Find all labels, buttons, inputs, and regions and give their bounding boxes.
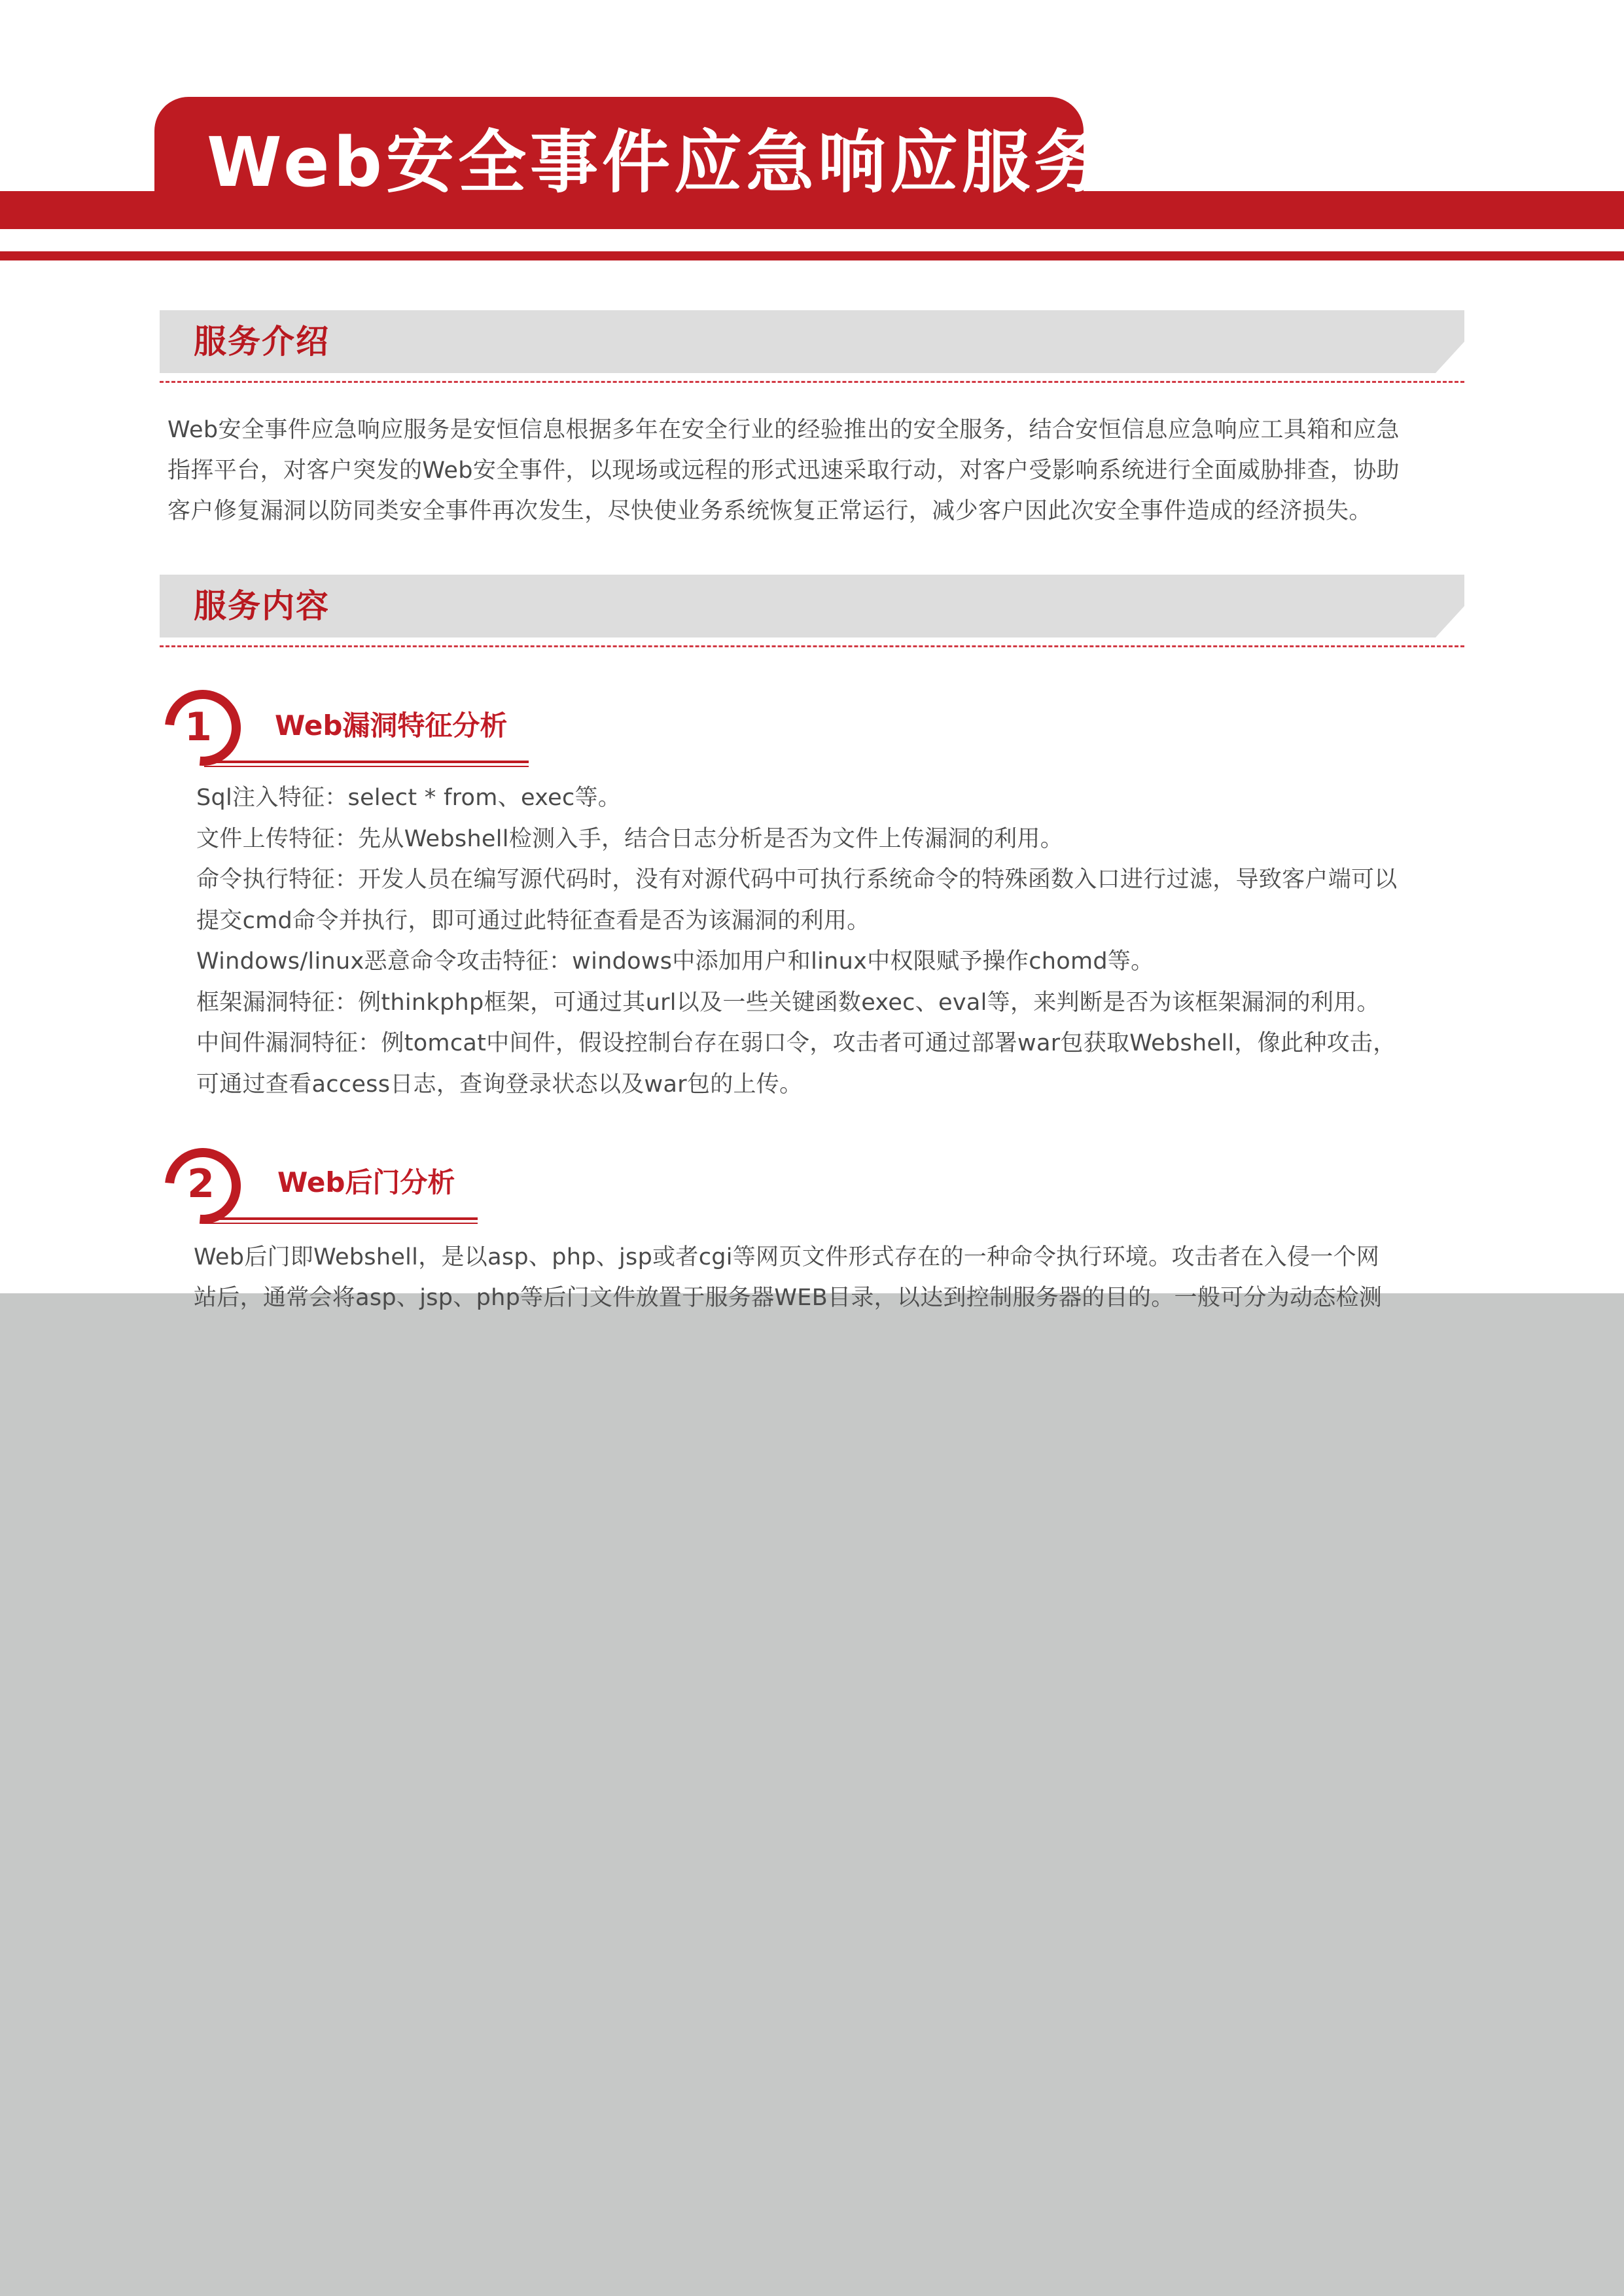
item-title-underline [204,766,529,767]
section-divider [160,381,1464,383]
paragraph-line: Web后门即Webshell，是以asp、php、jsp或者cgi等网页文件形式存在的一种命令执行环境。攻击者在入侵一个网 [194,1244,1380,1270]
section-divider [160,645,1464,647]
section-corner-cut [1436,606,1464,637]
list-item: 提交cmd命令并执行，即可通过此特征查看是否为该漏洞的利用。 [196,907,870,934]
list-item: Windows/linux恶意命令攻击特征：windows中添加用户和linux中权限赋予操作chomd等。 [196,948,1154,975]
webshell-paragraph [194,1237,1470,1318]
paragraph-line: 站后，通常会将asp、jsp、php等后门文件放置于服务器WEB目录，以达到控制服务器的目的。一般可分为动态检测 [194,1285,1383,1311]
list-item: 中间件漏洞特征：例tomcat中间件，假设控制台存在弱口令，攻击者可通过部署war包获取Webshell，像此种攻击， [196,1030,1396,1056]
list-item: 文件上传特征：先从Webshell检测入手，结合日志分析是否为文件上传漏洞的利用。 [196,825,1064,852]
section-corner-cut [1436,342,1464,373]
list-item: 可通过查看access日志，查询登录状态以及war包的上传。 [196,1071,803,1098]
intro-line: 客户修复漏洞以防同类安全事件再次发生，尽快使业务系统恢复正常运行，减少客户因此次安全事件造成的经济损失。 [168,498,1372,524]
page-title: Web安全事件应急响应服务 [207,122,1106,202]
section-header-intro [160,310,1464,373]
list-item: 框架漏洞特征：例thinkphp框架，可通过其url以及一些关键函数exec、eval等，来判断是否为该框架漏洞的利用。 [196,989,1380,1016]
section-title-content: 服务内容 [194,587,330,625]
item-title-underline [204,1223,478,1224]
section-title-intro: 服务介绍 [194,323,330,361]
item-number: 2 [187,1161,215,1207]
item-title-underline [204,1217,478,1220]
list-item: Sql注入特征：select * from、exec等。 [196,785,622,811]
list-item: 命令执行特征：开发人员在编写源代码时，没有对源代码中可执行系统命令的特殊函数入口进行过滤，导致客户端可以 [196,867,1398,893]
vulnerability-feature-list [196,778,1469,1105]
intro-line: Web安全事件应急响应服务是安恒信息根据多年在安全行业的经验推出的安全服务，结合安恒信息应急响应工具箱和应急 [168,417,1400,443]
item-title: Web后门分析 [277,1166,455,1198]
item-title: Web漏洞特征分析 [275,709,508,742]
intro-line: 指挥平台，对客户突发的Web安全事件，以现场或远程的形式迅速采取行动，对客户受影响系统进行全面威胁排查，协助 [168,457,1400,484]
section-header-content [160,575,1464,637]
item-title-underline [204,761,529,763]
header-rule [0,251,1624,260]
intro-paragraph [168,410,1466,531]
item-number: 1 [185,704,212,750]
